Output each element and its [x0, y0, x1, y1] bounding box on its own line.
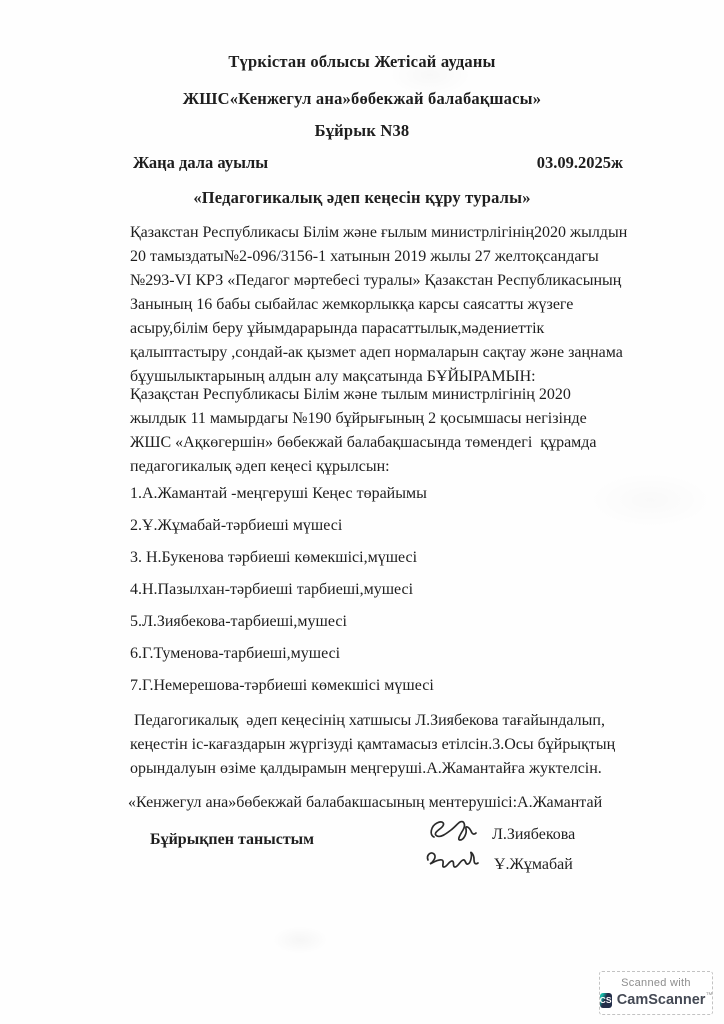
members-list	[130, 483, 630, 707]
paragraph-legal-basis: Қазакстан Республикасы Білім және ғылым министрлігінің2020 жылдын 20 тамыздаты№2-096/3156-1 хатынын 2019 жылы 27 желтоқсандагы №293-VI КРЗ «Педагог мәртебесі туралы» Қазакстан Республикасының Занының 16 бабы сыбайлас жемкорлыкқа карсы саясатты жүзеге асыру,білім беру ұйымдарарында парасаттылык,мәдениеттік қалыптастыру ,сондай-ак қызмет адеп нормаларын сақтау және заңнама бұушылыктарының алдын алу мақсатында БҰЙЫРАМЫН:	[130, 224, 632, 385]
place-date-row	[133, 153, 623, 173]
camscanner-cs-icon: CS	[600, 993, 612, 1008]
paragraph-director-line: «Кенжегул ана»бөбекжай балабакшасының ментерушісі:А.Жамантай	[128, 794, 603, 811]
order-number: Бұйрык N38	[314, 121, 410, 140]
member-item: 4.Н.Пазылхан-тәрбиеші тарбиеші,мушесі	[130, 581, 414, 598]
handwritten-signature-icon	[424, 818, 478, 851]
acknowledgement-label: Бұйрықпен таныстым	[150, 831, 315, 848]
member-item: 7.Г.Немерешова-тәрбиеші көмекшісі мүшесі	[130, 677, 434, 694]
camscanner-app-name-text: CamScanner	[616, 992, 706, 1008]
place-label: Жаңа дала ауылы	[133, 153, 269, 172]
member-item: 5.Л.Зиябекова-тарбиеші,мушесі	[130, 613, 347, 630]
order-date: 03.09.2025ж	[536, 153, 623, 172]
member-item: 3. Н.Букенова тәрбиеші көмекшісі,мүшесі	[130, 549, 418, 566]
trademark-mark: ™	[705, 992, 713, 999]
camscanner-app-name	[617, 992, 713, 1008]
member-item: 2.Ұ.Жұмабай-тәрбиеші мүшесі	[130, 517, 343, 534]
signature-row	[424, 818, 575, 851]
scanned-with-label: Scanned with	[621, 977, 691, 989]
camscanner-badge	[599, 971, 713, 1015]
paragraph-council-formation: Қазақстан Республикасы Білім және тылым министрлігінің 2020 жылдык 11 мамырдагы №190 бұйрығының 2 қосымшасы негізінде ЖШС «Ақкөгершін» бөбекжай балабақшасында төмендегі құрамда педагогикалық әдеп кеңесі құрылсын:	[130, 386, 601, 475]
header-region-line: Түркістан облысы Жетісай ауданы	[228, 52, 496, 71]
document-title: «Педагогикалық әдеп кеңесін құру туралы»	[193, 188, 531, 207]
camscanner-logo-row	[600, 992, 712, 1008]
signature-row	[424, 848, 573, 881]
signatory-name: Л.Зиябекова	[492, 825, 576, 843]
header-org-line: ЖШС«Кенжегул ана»бөбекжай балабақшасы»	[182, 89, 542, 108]
signatory-name: Ұ.Жұмабай	[494, 855, 573, 873]
member-item: 6.Г.Туменова-тарбиеші,мушесі	[130, 645, 341, 662]
member-item: 1.А.Жамантай -меңгеруші Кеңес төрайымы	[130, 485, 427, 502]
paragraph-secretary-assignment: Педагогикалық әдеп кеңесінің хатшысы Л.Зиябекова тағайындалып, кеңестін іс-кағаздарын жүргізуді қамтамасыз етілсін.3.Осы бұйрықтың орындалуын өзіме қалдырамын меңгеруші.А.Жамантайға жуктелсін.	[130, 712, 620, 777]
handwritten-signature-icon	[424, 848, 480, 881]
